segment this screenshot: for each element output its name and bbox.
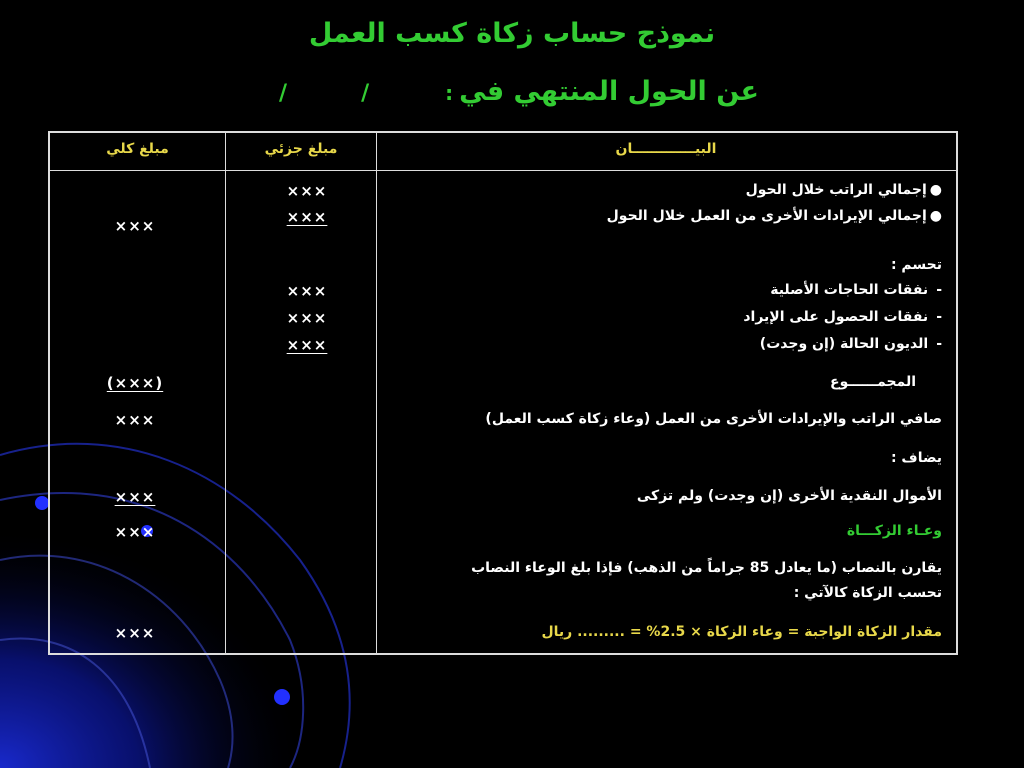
subtitle-colon: : xyxy=(445,81,454,105)
row-other-cash: الأموال النقدية الأخرى (إن وجدت) ولم تزكى xyxy=(636,488,942,504)
header-total-amount: مبلغ كلي xyxy=(106,141,169,157)
row-zakat-calc-intro: تحسب الزكاة كالآتي : xyxy=(793,585,942,601)
column-divider-partial xyxy=(376,133,377,653)
header-divider xyxy=(50,170,956,171)
partial-amount: ××× xyxy=(286,336,328,354)
partial-amount: ××× xyxy=(286,282,328,300)
total-amount: ××× xyxy=(114,624,156,642)
row-net-income: صافي الراتب والإيرادات الأخرى من العمل (وعاء زكاة كسب العمل) xyxy=(485,411,942,427)
page-subtitle xyxy=(0,76,1024,107)
row-income-costs: -نفقات الحصول على الإيراد xyxy=(743,309,942,325)
column-divider-total xyxy=(225,133,226,653)
dash-marker: - xyxy=(936,282,942,298)
row-other-income: ●إجمالي الإيرادات الأخرى من العمل خلال الحول xyxy=(606,208,942,224)
total-amount: ××× xyxy=(114,488,156,506)
header-description: البيـــــــــــــان xyxy=(615,141,717,157)
bullet-icon: ● xyxy=(929,208,942,224)
row-salary: ●إجمالي الراتب خلال الحول xyxy=(745,182,942,198)
row-nisab-compare: يقارن بالنصاب (ما يعادل 85 جراماً من الذهب) فإذا بلغ الوعاء النصاب xyxy=(471,560,942,576)
bullet-icon: ● xyxy=(929,182,942,198)
partial-amount: ××× xyxy=(286,309,328,327)
subtitle-text: عن الحول المنتهي في xyxy=(459,76,759,107)
total-amount: ××× xyxy=(114,523,156,541)
row-subtotal: المجمــــــوع xyxy=(830,374,916,390)
total-amount: ××× xyxy=(114,411,156,429)
header-partial-amount: مبلغ جزئي xyxy=(264,141,338,157)
row-zakat-formula: مقدار الزكاة الواجبة = وعاء الزكاة × 2.5% = ......... ريال xyxy=(541,624,942,640)
row-add-label: يضاف : xyxy=(890,450,942,466)
zakat-calculation-table xyxy=(48,131,958,655)
row-deduct-label: تحسم : xyxy=(890,257,942,273)
partial-amount: ××× xyxy=(286,208,328,226)
date-slash-2: / xyxy=(279,81,288,106)
dash-marker: - xyxy=(936,309,942,325)
total-amount: (×××) xyxy=(106,374,164,392)
page-title: نموذج حساب زكاة كسب العمل xyxy=(308,18,716,49)
date-slash-1: / xyxy=(361,81,370,106)
total-amount: ××× xyxy=(114,217,156,235)
row-zakat-base: وعـاء الزكـــاة xyxy=(846,523,942,539)
row-basic-needs: -نفقات الحاجات الأصلية xyxy=(770,282,942,298)
dash-marker: - xyxy=(936,336,942,352)
partial-amount: ××× xyxy=(286,182,328,200)
row-debts: -الديون الحالة (إن وجدت) xyxy=(759,336,942,352)
